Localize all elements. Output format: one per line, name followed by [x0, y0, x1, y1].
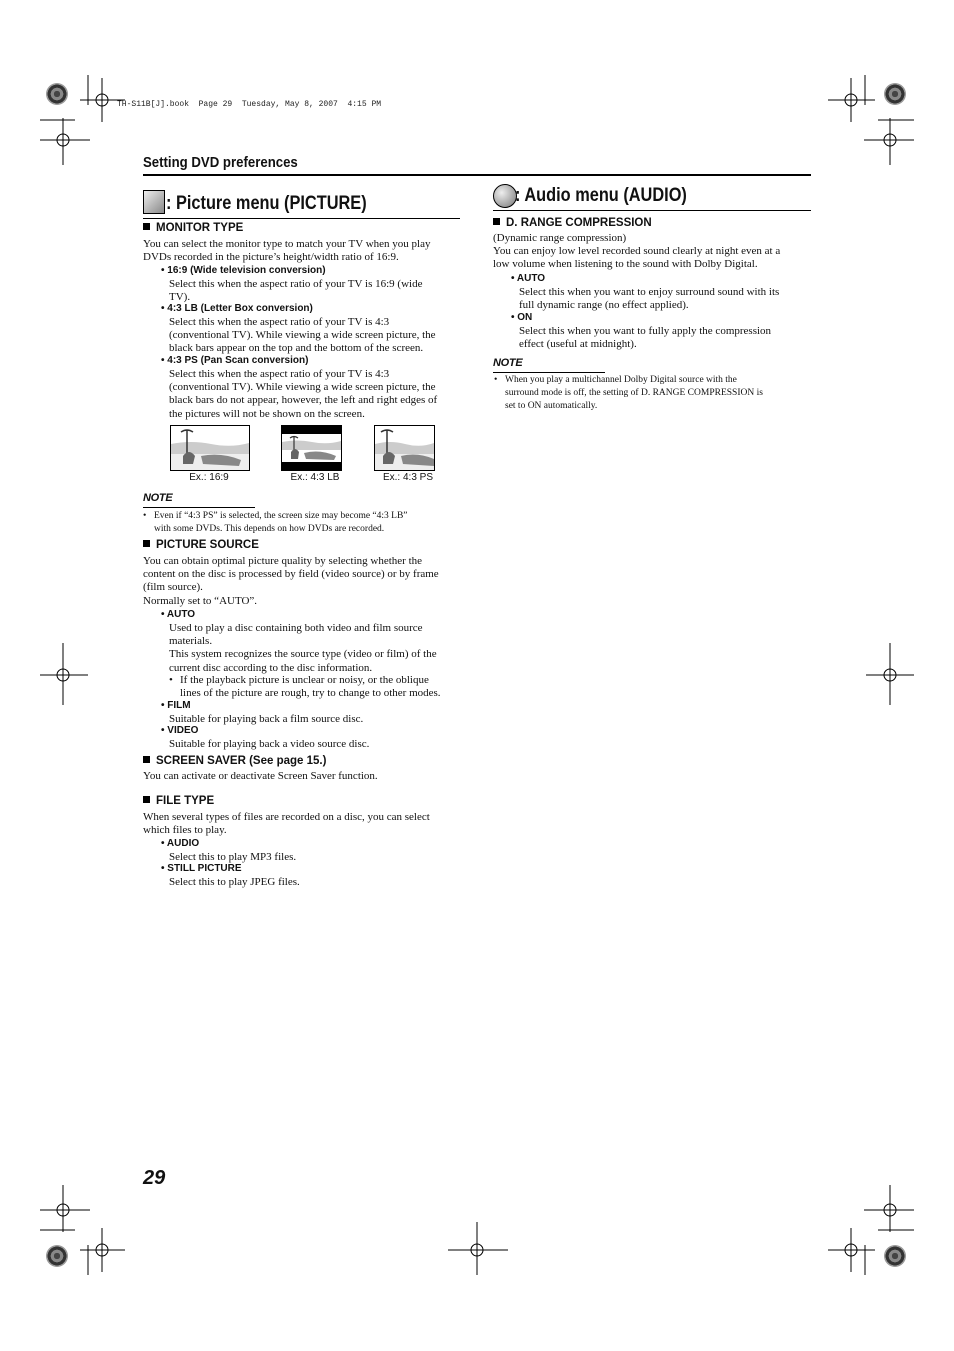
- audio-menu-icon: [493, 184, 517, 208]
- picture-source-film-desc: Suitable for playing back a film source disc.: [169, 713, 364, 725]
- file-info: TH-S11B[J].book Page 29 Tuesday, May 8, 2007 4:15 PM: [117, 100, 382, 109]
- option-4-3-ps: • 4:3 PS (Pan Scan conversion): [161, 355, 309, 366]
- file-type-still-picture: • STILL PICTURE: [161, 863, 242, 874]
- registration-disc: [884, 83, 906, 105]
- picture-source-video: • VIDEO: [161, 725, 199, 736]
- file-type-audio: • AUDIO: [161, 838, 200, 849]
- example-4-3-ps-caption: Ex.: 4:3 PS: [382, 472, 434, 483]
- picture-source-intro: You can obtain optimal picture quality by selecting whether the content on the disc is processed by field (video source) or by frame (film source). Normally set to “AUTO”.: [143, 555, 439, 607]
- option-4-3-ps-desc: Select this when the aspect ratio of your TV is 4:3 (conventional TV). While viewing a wide screen picture, the black bars do not appear, however, the left and right edges of the pictures will not be shown on the screen.: [169, 368, 438, 420]
- note-heading: NOTE: [143, 492, 173, 504]
- example-4-3-lb-image: [281, 425, 342, 471]
- d-range-auto-desc: Select this when you want to enjoy surround sound with its full dynamic range (no effect applied).: [519, 286, 780, 312]
- d-range-on: • ON: [511, 312, 533, 323]
- example-4-3-ps-image: [374, 425, 435, 471]
- option-4-3-lb-desc: Select this when the aspect ratio of your TV is 4:3 (conventional TV). While viewing a wide screen picture, the black bars appear on the top and the bottom of the screen.: [169, 316, 436, 355]
- header-rule: [143, 174, 811, 176]
- audio-menu-title: : Audio menu (AUDIO): [515, 185, 687, 206]
- monitor-type-intro: You can select the monitor type to match your TV when you play DVDs recorded in the picture’s height/width ratio of 16:9.: [143, 238, 431, 264]
- note-text: • Even if “4:3 PS” is selected, the screen size may become “4:3 LB” with some DVDs. This depends on how DVDs are recorded.: [154, 510, 469, 536]
- picture-source-video-desc: Suitable for playing back a video source disc.: [169, 738, 370, 750]
- d-range-auto: • AUTO: [511, 273, 546, 284]
- example-4-3-lb-caption: Ex.: 4:3 LB: [290, 472, 340, 483]
- option-16-9-desc: Select this when the aspect ratio of your TV is 16:9 (wide TV).: [169, 278, 423, 304]
- picture-menu-title: : Picture menu (PICTURE): [166, 193, 367, 214]
- picture-source-auto-desc: Used to play a disc containing both video and film source materials. This system recognizes the source type (video or film) of the current disc according to the disc information.: [169, 622, 437, 674]
- option-16-9: • 16:9 (Wide television conversion): [161, 265, 326, 276]
- registration-disc: [46, 1245, 68, 1267]
- monitor-type-heading: MONITOR TYPE: [143, 222, 243, 234]
- note-rule: [143, 507, 255, 508]
- picture-menu-icon: [143, 190, 165, 214]
- picture-source-auto-subnote: • If the playback picture is unclear or noisy, or the oblique lines of the picture are rough, try to change to other modes.: [180, 674, 470, 700]
- registration-disc: [46, 83, 68, 105]
- page-header-title: Setting DVD preferences: [143, 154, 298, 171]
- registration-disc: [884, 1245, 906, 1267]
- audio-menu-rule: [493, 210, 811, 211]
- page-number: 29: [143, 1167, 166, 1189]
- picture-source-film: • FILM: [161, 700, 191, 711]
- audio-note-rule: [493, 372, 605, 373]
- screen-saver-heading: SCREEN SAVER (See page 15.): [143, 755, 326, 767]
- picture-source-heading: PICTURE SOURCE: [143, 539, 259, 551]
- d-range-on-desc: Select this when you want to fully apply the compression effect (useful at midnight).: [519, 325, 772, 351]
- audio-note-text: • When you play a multichannel Dolby Digital source with the surround mode is off, the setting of D. RANGE COMPRESSION is set to ON automatically.: [505, 374, 815, 413]
- example-16-9-caption: Ex.: 16:9: [189, 472, 229, 483]
- d-range-intro: (Dynamic range compression) You can enjoy low level recorded sound clearly at night even at a low volume when listening to the sound with Dolby Digital.: [493, 232, 781, 271]
- file-type-intro: When several types of files are recorded on a disc, you can select which files to play.: [143, 811, 430, 837]
- example-16-9-image: [170, 425, 250, 471]
- file-type-audio-desc: Select this to play MP3 files.: [169, 851, 297, 863]
- file-type-still-picture-desc: Select this to play JPEG files.: [169, 876, 300, 888]
- picture-menu-rule: [143, 218, 460, 219]
- audio-note-heading: NOTE: [493, 357, 523, 369]
- file-type-heading: FILE TYPE: [143, 795, 214, 807]
- d-range-heading: D. RANGE COMPRESSION: [493, 217, 652, 229]
- screen-saver-desc: You can activate or deactivate Screen Saver function.: [143, 770, 378, 782]
- option-4-3-lb: • 4:3 LB (Letter Box conversion): [161, 303, 313, 314]
- picture-source-auto: • AUTO: [161, 609, 196, 620]
